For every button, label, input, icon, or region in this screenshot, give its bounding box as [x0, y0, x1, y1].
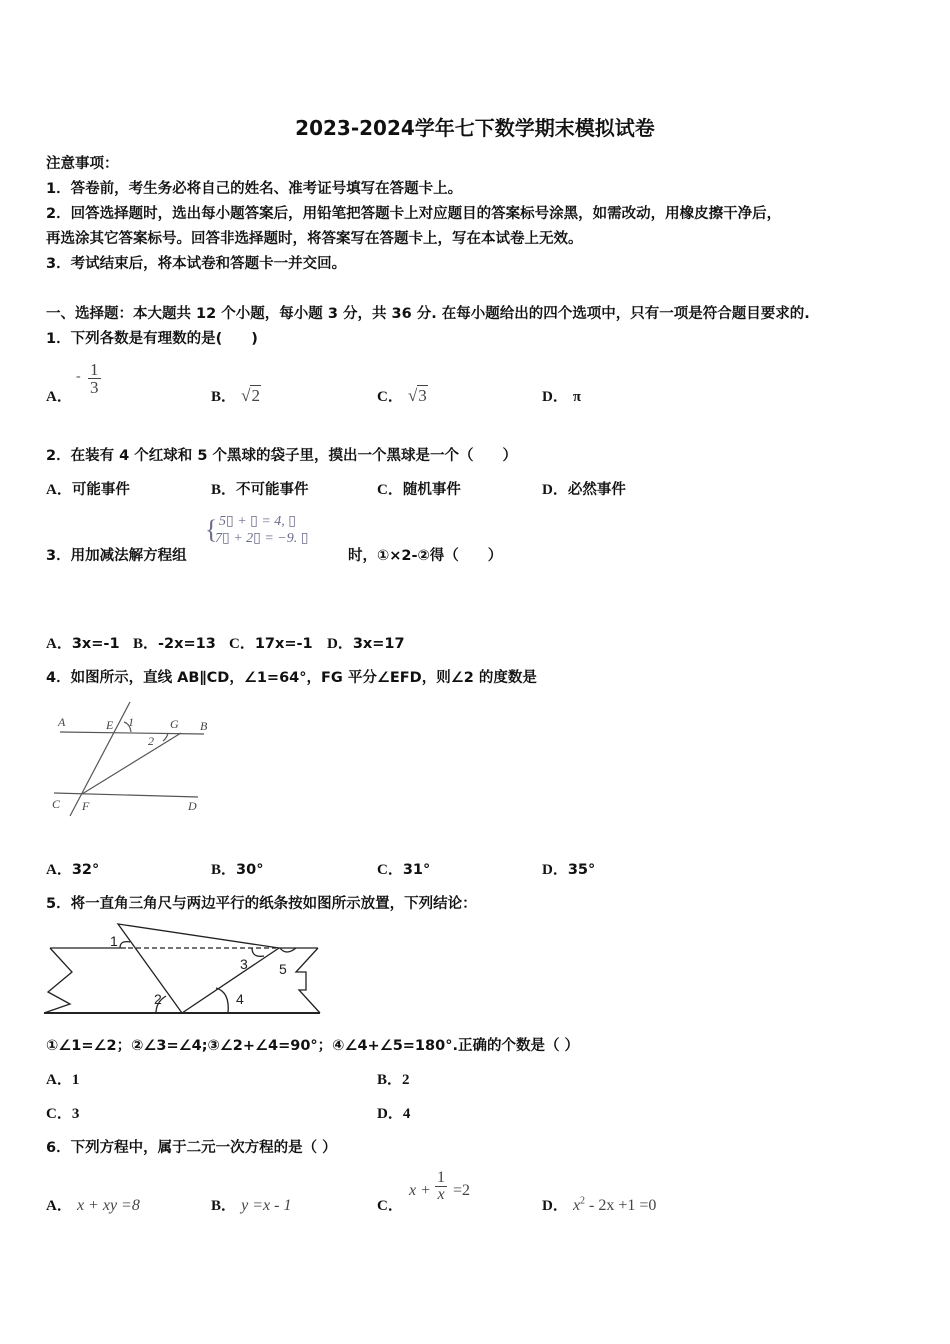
question-1-option-a[interactable]	[46, 360, 99, 405]
equation-1: 5▯ + ▯ = 4, ▯	[219, 514, 297, 529]
question-2-option-a[interactable]: A．可能事件	[46, 482, 130, 498]
parallel-lines-figure	[46, 700, 236, 825]
question-2-option-b[interactable]: B．不可能事件	[211, 482, 309, 498]
brace-icon: {	[205, 515, 218, 544]
question-5-option-c[interactable]: C．3	[46, 1106, 80, 1122]
question-5-figure	[44, 922, 324, 1018]
svg-text:E: E	[106, 718, 114, 732]
minus-sign: -	[76, 369, 81, 384]
svg-text:4: 4	[236, 991, 244, 1007]
option-label: A．	[46, 389, 72, 405]
sqrt-icon: √	[407, 386, 418, 405]
option-label: B．	[211, 389, 237, 405]
question-3-stem-prefix: 3．用加减法解方程组	[46, 548, 187, 564]
question-2-option-d[interactable]: D．必然事件	[542, 482, 626, 498]
question-4-option-d[interactable]: D．35°	[542, 862, 596, 878]
notice-heading: 注意事项：	[46, 156, 119, 172]
svg-text:5: 5	[279, 961, 287, 977]
section-heading: 一、选择题：本大题共 12 个小题，每小题 3 分，共 36 分. 在每小题给出的四个选项中，只有一项是符合题目要求的.	[46, 306, 810, 322]
question-4-stem: 4．如图所示，直线 AB∥CD，∠1=64°，FG 平分∠EFD，则∠2 的度数是	[46, 670, 537, 686]
sqrt-icon: √	[241, 386, 251, 405]
option-label: D．	[542, 389, 568, 405]
question-1-option-d[interactable]: D． π	[542, 389, 581, 405]
svg-text:B: B	[200, 719, 208, 733]
question-3-option-b[interactable]: B．-2x=13	[133, 636, 216, 652]
svg-text:2: 2	[148, 734, 154, 748]
question-6-option-a[interactable]: A． x + xy =8	[46, 1197, 140, 1214]
page-title: 2023-2024学年七下数学期末模拟试卷	[295, 116, 655, 140]
equation-2: 7▯ + 2▯ = −9. ▯	[215, 531, 309, 546]
question-3-option-c[interactable]: C．17x=-1	[229, 636, 313, 652]
question-4-option-b[interactable]: B．30°	[211, 862, 264, 878]
question-5-option-d[interactable]: D．4	[377, 1106, 411, 1122]
svg-text:1: 1	[128, 715, 134, 729]
question-6-stem: 6．下列方程中，属于二元一次方程的是（ ）	[46, 1140, 337, 1156]
expression: x + xy =8	[76, 1197, 140, 1214]
question-6-option-c[interactable]: C． x + $\frac{1}{x}$ =2	[377, 1169, 471, 1214]
question-5-option-b[interactable]: B．2	[377, 1072, 410, 1088]
notice-item-2: 2．回答选择题时，选出每小题答案后，用铅笔把答题卡上对应题目的答案标号涂黑，如需改动，用橡皮擦干净后，	[46, 206, 782, 222]
question-4-option-c[interactable]: C．31°	[377, 862, 431, 878]
expression: $x^2 - 2x +1 =0$	[572, 1195, 657, 1214]
question-2-option-c[interactable]: C．随机事件	[377, 482, 461, 498]
question-6-option-b[interactable]: B． y =x - 1	[211, 1197, 292, 1214]
svg-text:F: F	[82, 799, 90, 813]
sqrt-expression: √3	[407, 386, 427, 405]
fraction: $\frac{1}{3}$	[90, 360, 99, 397]
sqrt-expression: √2	[241, 386, 260, 405]
question-3-stem-suffix: 时，①×2-②得（ ）	[348, 548, 503, 564]
svg-text:A: A	[58, 715, 66, 729]
notice-item-3: 3．考试结束后，将本试卷和答题卡一并交回。	[46, 256, 347, 272]
fraction: $\frac{1}{x}$	[437, 1169, 445, 1203]
question-1-option-c[interactable]	[377, 385, 428, 406]
svg-text:G: G	[170, 717, 179, 731]
svg-text:3: 3	[240, 956, 248, 972]
question-5-stem: 5．将一直角三角尺与两边平行的纸条按如图所示放置，下列结论：	[46, 896, 477, 912]
question-4-figure	[46, 700, 236, 825]
question-3-option-a[interactable]: A．3x=-1	[46, 636, 120, 652]
notice-item-2-cont: 再选涂其它答案标号。回答非选择题时，将答案写在答题卡上，写在本试卷上无效。	[46, 231, 583, 247]
question-3-option-d[interactable]: D．3x=17	[327, 636, 405, 652]
question-6-option-d[interactable]: D． $x^2 - 2x +1 =0$	[542, 1195, 657, 1214]
question-4-option-a[interactable]: A．32°	[46, 862, 100, 878]
question-1-option-b[interactable]	[211, 385, 261, 406]
svg-text:2: 2	[154, 991, 162, 1007]
triangle-ruler-figure	[44, 922, 324, 1018]
question-1-stem: 1．下列各数是有理数的是( )	[46, 331, 258, 347]
svg-text:1: 1	[110, 933, 118, 949]
question-2-stem: 2．在装有 4 个红球和 5 个黑球的袋子里，摸出一个黑球是一个（ ）	[46, 448, 517, 464]
question-5-option-a[interactable]: A．1	[46, 1072, 80, 1088]
svg-text:D: D	[188, 799, 197, 813]
expression: y =x - 1	[241, 1197, 292, 1214]
notice-item-1: 1．答卷前，考生务必将自己的姓名、准考证号填写在答题卡上。	[46, 181, 463, 197]
option-label: C．	[377, 389, 403, 405]
question-5-conclusions: ①∠1=∠2；②∠3=∠4;③∠2+∠4=90°；④∠4+∠5=180°.正确的个数是（ ）	[46, 1038, 580, 1054]
svg-text:C: C	[52, 797, 61, 811]
equation-system	[205, 513, 308, 547]
